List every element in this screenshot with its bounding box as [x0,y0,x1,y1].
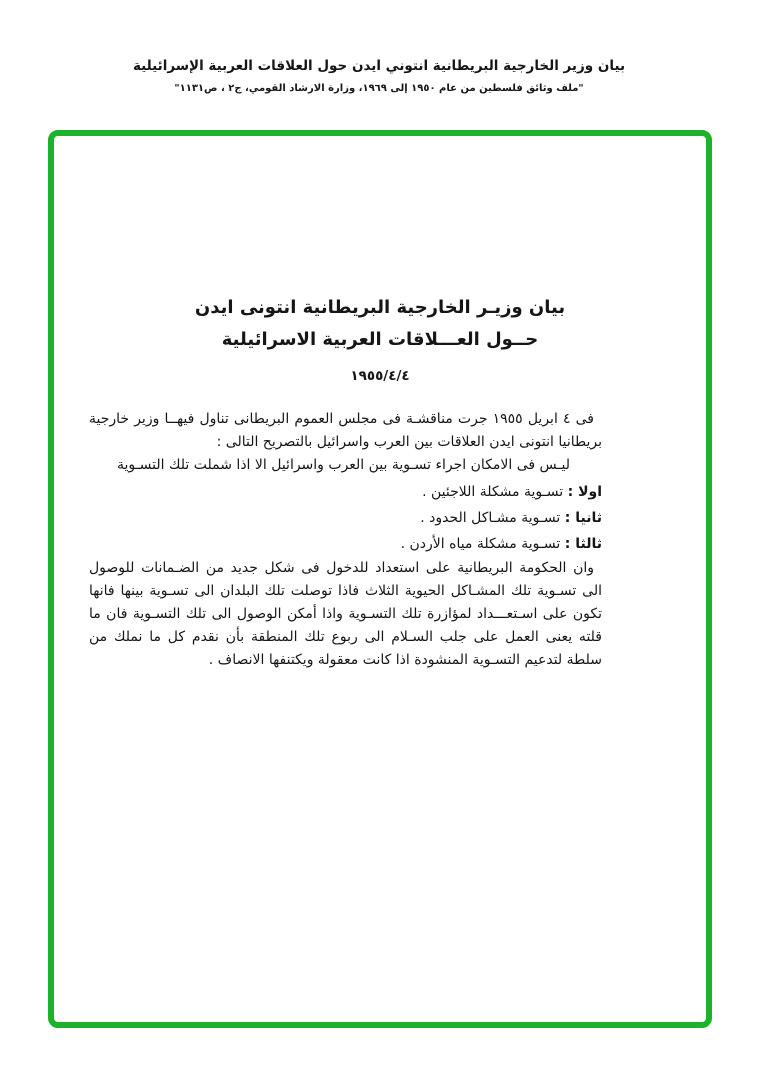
document-green-frame [48,130,712,1028]
document-title-line1: بيان وزيـر الخارجية البريطانية انتونى ايدن [194,297,566,318]
document-date: ١٩٥٥/٤/٤ [350,368,410,384]
list-item-text: تسـوية مشكلة اللاجئين . [422,484,564,500]
list-item [89,479,602,505]
list-item-lead: اولا : [567,484,602,500]
page-header [0,58,758,94]
document-title-line2: حــول العـــلاقات العربية الاسرائيلية [221,329,539,350]
conditions-list [89,479,602,557]
header-source-citation: "ملف وثائق فلسطين من عام ١٩٥٠ إلى ١٩٦٩، وزارة الارشاد القومي، ج٢ ، ص١١٣١" [174,83,584,94]
list-item-text: تسـوية مشـاكل الحدود . [420,510,561,526]
list-item-text: تسـوية مشكلة مياه الأردن . [400,536,561,552]
intro-paragraph: فى ٤ ابريل ١٩٥٥ جرت مناقشـة فى مجلس العموم البريطانى تناول فيهــا وزير خارجية بريطانيا انتونى ايدن العلاقات بين العرب واسرائيل بالتصريح التالى : [89,411,602,450]
list-item [89,531,602,557]
list-item-lead: ثالثا : [564,536,602,552]
list-item [89,505,602,531]
statement-line: ليـس فى الامكان اجراء تسـوية بين العرب واسرائيل الا اذا شملت تلك التسـوية [116,457,570,473]
header-title: بيان وزير الخارجية البريطانية انتوني ايدن حول العلاقات العربية الإسرائيلية [132,58,626,74]
closing-paragraph: وان الحكومة البريطانية على استعداد للدخول فى شكل جديد من الضـمانات للوصول الى تسـوية تلك المشـاكل الحيوية الثلاث فاذا توصلت تلك البلدان الى تسـوية بينها فانها تكون على اسـتعـــداد لمؤازرة تلك التسـوية واذا أمكن الوصول الى تلك التسـوية فان ما قلته يعنى العمل على جلب السـلام الى ربوع تلك المنطقة بأن نقدم كل ما نملك من سلطة لتدعيم التسـوية المنشودة اذا كانت معقولة ويكتنفها الانصاف . [89,560,602,668]
document-body [89,408,602,672]
list-item-lead: ثانيا : [564,510,602,526]
document-title-block [54,292,706,384]
